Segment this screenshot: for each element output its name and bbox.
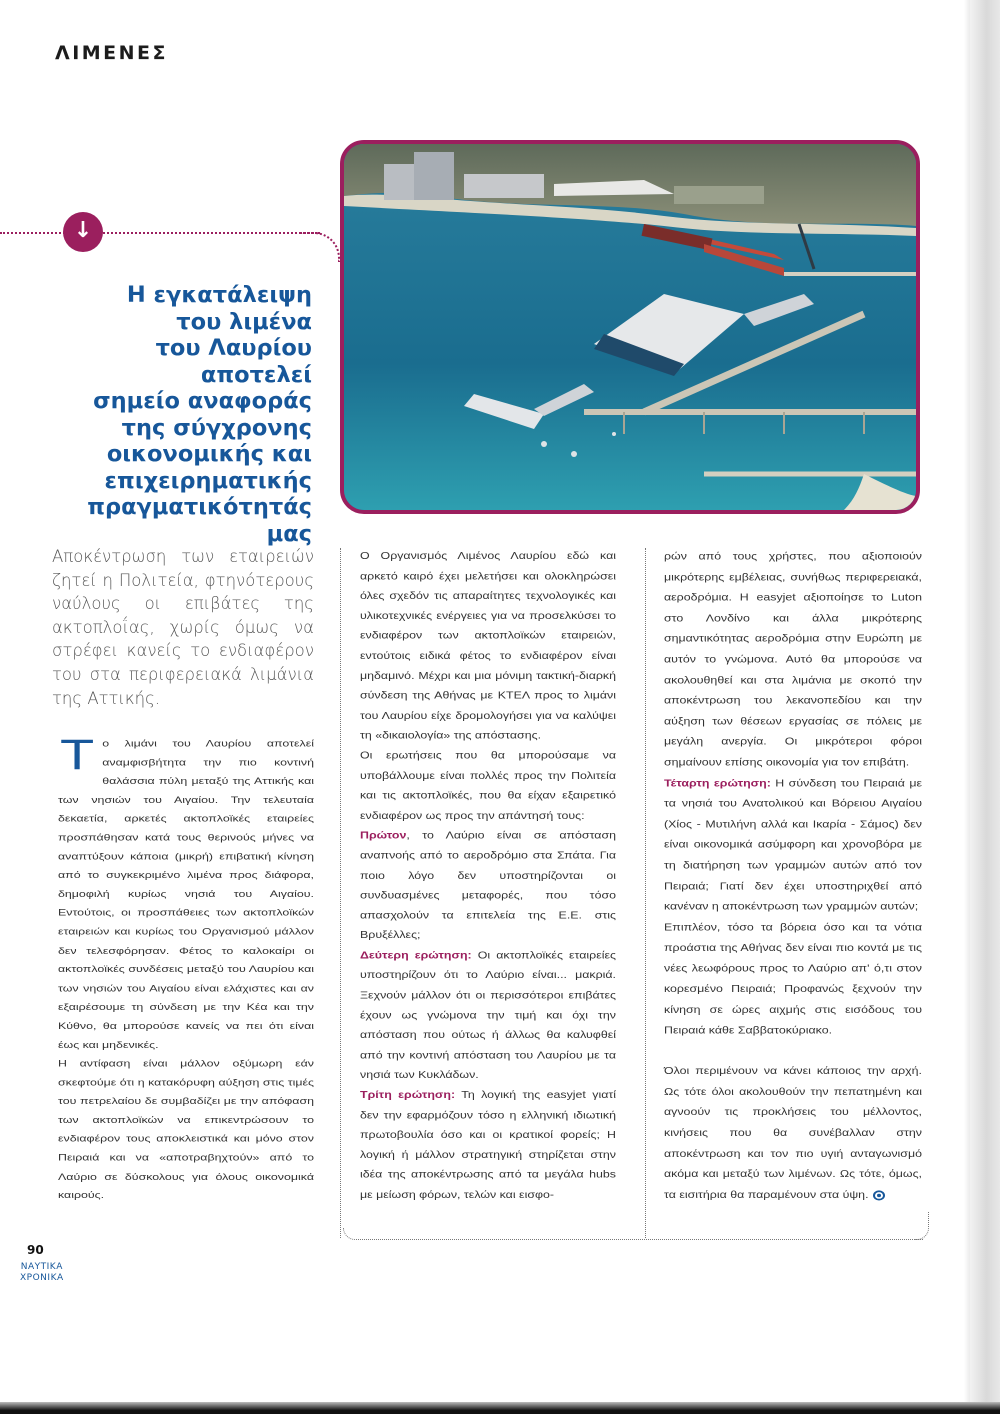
article-paragraph: Οι ερωτήσεις που θα μπορούσαμε να υποβάλλουμε είναι πολλές προς την Πολιτεία και τις ακτοπλοϊκές, που θα είχαν εξαιρετικό ενδιαφέρον ως προς την απάντησή τους: [360,749,616,822]
headline-line: του Λαυρίου αποτελεί [155,335,312,388]
headline-line: του λιμένα [176,308,312,335]
page-edge-shadow [964,0,970,1414]
headline-line: πραγματικότητάς μας [87,494,312,547]
column-divider [645,548,646,1238]
intro-paragraph: Αποκέντρωση των εταιρειών ζητεί η Πολιτεία, φτηνότερους ναύλους οι επιβάτες της ακτοπλοΐας, χωρίς όμως να στρέφει κανείς το ενδιαφέρον του στα περιφερειακά λιμάνια της Αττικής. [52,547,314,708]
section-label: ΛΙΜΕΝΕΣ [55,42,169,64]
headline-line: Η εγκατάλειψη [126,282,312,308]
article-paragraph: Ο Οργανισμός Λιμένος Λαυρίου εδώ και αρκετό καιρό έχει μελετήσει και ολοκληρώσει όλες σχεδόν τις απαραίτητες τεχνολογικές και υλικοτεχνικές ενέργειες για να προσελκύσει το ενδιαφέρον των ακτοπλοϊκών εταιρειών, εντούτοις ειδικά φέτος το ενδιαφέρον είναι μηδαμινό. Μέχρι και μια μόνιμη τακτική-διαρκή σύνδεση της Αθήνας με ΚΤΕΛ προς το λιμάνι του Λαυρίου είχε δρομολογήσει για να καλύψει τη «δικαιολογία» της απόστασης. [360,550,616,742]
end-of-article-icon [873,1190,885,1200]
magazine-name [20,1262,64,1284]
closing-text: Όλοι περιμένουν να κάνει κάποιος την αρχή. Ως τότε όλοι ακολουθούν την πεπατημένη και αγνοούν τις προκλήσεις του μέλλοντος, κινήσεις που θα συνέβαλλαν στην αποκέντρωση και τον πιο υγιή ανταγωνισμό ακόμα και μεταξύ των λιμένων. Ως τότε, όμως, τα εισιτήρια θα παραμένουν στα ύψη. [664,1064,922,1201]
headline-line: της σύγχρονης [121,414,312,441]
article-paragraph: Επιπλέον, τόσο τα βόρεια όσο και τα νότια προάστια της Αθήνας δεν είναι πιο κοντά με τις νέες λεωφόρους προς το Λαύριο απ' ό,τι στον κορεσμένο Πειραιά; Προφανώς ξεχνούν την κίνηση σε ώρες αιχμής στις εισόδους του Πειραιά κάθε Σαββατοκύριακο. [664,921,922,1036]
page-bottom-border [0,1402,1000,1414]
decorative-dotted-curve [300,232,340,262]
article-column-1 [58,730,314,1205]
article-paragraph: Η αντίφαση είναι μάλλον οξύμωρη εάν σκεφτούμε ότι η κατακόρυφη αύξηση στις τιμές του πετρελαίου δε συμβαδίζει με την απόφαση των ακτοπλοϊκών να επικεντρώσουν το ενδιαφέρον τους αποκλειστικά και μόνο στον Πειραιά και να «αποτραβηχτούν» από το Λαύριο σε δύσκολους για όλους οικονομικά καιρούς. [58,1058,314,1201]
question-paragraph [360,945,616,1085]
article-column-2 [360,546,616,1205]
headline-line: σημείο αναφοράς [93,388,312,415]
question-text: Η σύνδεση του Πειραιά με τα νησιά του Ανατολικού και Βόρειου Αιγαίου (Χίος - Μυτιλήνη αλλά και Ικαρία - Σάμος) δεν είναι οικονομικά ασύμφορη και χρονοβόρα με τη διατήρηση των γραμμών αυτών από τον Πειραιά; Γιατί δεν έχει υποστηριχθεί από κανέναν η αποκέντρωση των γραμμών αυτών; [664,776,922,913]
port-photo-illustration [344,144,916,510]
question-lead: Δεύτερη ερώτηση: [360,949,472,961]
question-paragraph [360,1085,616,1205]
arrow-down-icon: ↓ [63,212,103,252]
decorative-dotted-frame [343,1228,923,1240]
port-photo [340,140,920,514]
question-text: Τη λογική της easyjet γιατί δεν την εφαρμόζουν τόσο η ελληνική ιδιωτική πρωτοβουλία όσο και οι κρατικοί φορείς; Η λογική ή μάλλον στρατηγική στηρίζεται στην ιδέα της αποκέντρωσης από τα μεγάλα hubs με μείωση φόρων, τελών και εισφο- [360,1089,617,1201]
article-paragraph [58,730,314,1054]
article-column-3 [664,546,922,1205]
headline [40,282,312,547]
decorative-dotted-line [0,232,320,234]
magazine-name-line: ΧΡΟΝΙΚΑ [20,1273,64,1283]
question-text: , το Λαύριο είναι σε απόσταση αναπνοής από το αεροδρόμιο στα Σπάτα. Για ποιο λόγο δεν υποστηρίζονται οι συνδυασμένες μεταφορές, που τόσο απασχολούν τα επιτελεία της Ε.Ε. στις Βρυξέλλες; [360,829,616,941]
article-paragraph: ρών από τους χρήστες, που αξιοποιούν μικρότερης εμβέλειας, συνήθως περιφερειακά, αεροδρόμια. Η easyjet αξιοποίησε το Luton στο Λονδίνο και άλλα μικρότερης σημαντικότητας αεροδρόμια στην Ευρώπη με αυτόν το γνώμονα. Αυτό θα μπορούσε να ακολουθηθεί και στα λιμάνια με σκοπό την αποκέντρωση του λεκανοπεδίου και την αύξηση των θέσεων εργασίας σε πόλεις με μεγάλη ανεργία. Οι μικρότεροι φόροι σημαίνουν επίσης οικονομία για τον επιβάτη. [664,550,922,769]
question-paragraph [664,773,922,917]
page-number: 90 [27,1243,44,1257]
page-edge [970,0,1000,1414]
question-lead: Τέταρτη ερώτηση: [664,776,771,789]
question-text: Οι ακτοπλοϊκές εταιρείες υποστηρίζουν ότι το Λαύριο είναι... μακριά. Ξεχνούν μάλλον ότι οι περισσότεροι επιβάτες έχουν ως γνώμονα την τιμή και όχι την απόσταση που ούτως ή άλλως θα καλυφθεί από την κοντινή απόσταση του Λαυρίου με τα νησιά των Κυκλάδων. [360,949,616,1081]
question-paragraph [360,826,616,946]
paragraph-text: ο λιμάνι του Λαυρίου αποτελεί αναμφισβήτητα την πιο κοντινή θαλάσσια πύλη μεταξύ της Αττικής και των νησιών του Αιγαίου. Την τελευταία δεκαετία, αρκετές ακτοπλοϊκές εταιρείες προσπάθησαν κατά τους θερινούς μήνες να αναπτύξουν κάποια (μικρή) επιβατική κίνηση από το συγκεκριμένο λιμένα προς διάφορα, δημοφιλή κυρίως νησιά του Αιγαίου. Εντούτοις, οι προσπάθειες των ακτοπλοϊκών εταιρειών και κυρίως του Οργανισμού μάλλον δεν τελεσφόρησαν. Φέτος το καλοκαίρι οι ακτοπλοϊκές συνδέσεις μεταξύ του Λαυρίου και των νησιών του Αιγαίου είναι ελάχιστες και αν εξαιρέσουμε τη σύνδεση με την Κέα και την Κύθνο, θα μπορούσε κανείς να πει ότι είναι έως και μηδενικές. [58,737,314,1050]
headline-line: οικονομικής και [106,441,312,468]
decorative-dotted-frame [915,1212,929,1240]
article-paragraph [664,1061,922,1205]
column-divider [340,548,341,1238]
paragraph-spacer [664,1041,922,1061]
headline-line: επιχειρηματικής [104,467,312,494]
magazine-name-line: ΝΑΥΤΙΚΑ [20,1262,63,1272]
question-lead: Πρώτον [360,829,407,842]
question-lead: Τρίτη ερώτηση: [360,1089,456,1101]
drop-cap: Τ [60,730,95,779]
